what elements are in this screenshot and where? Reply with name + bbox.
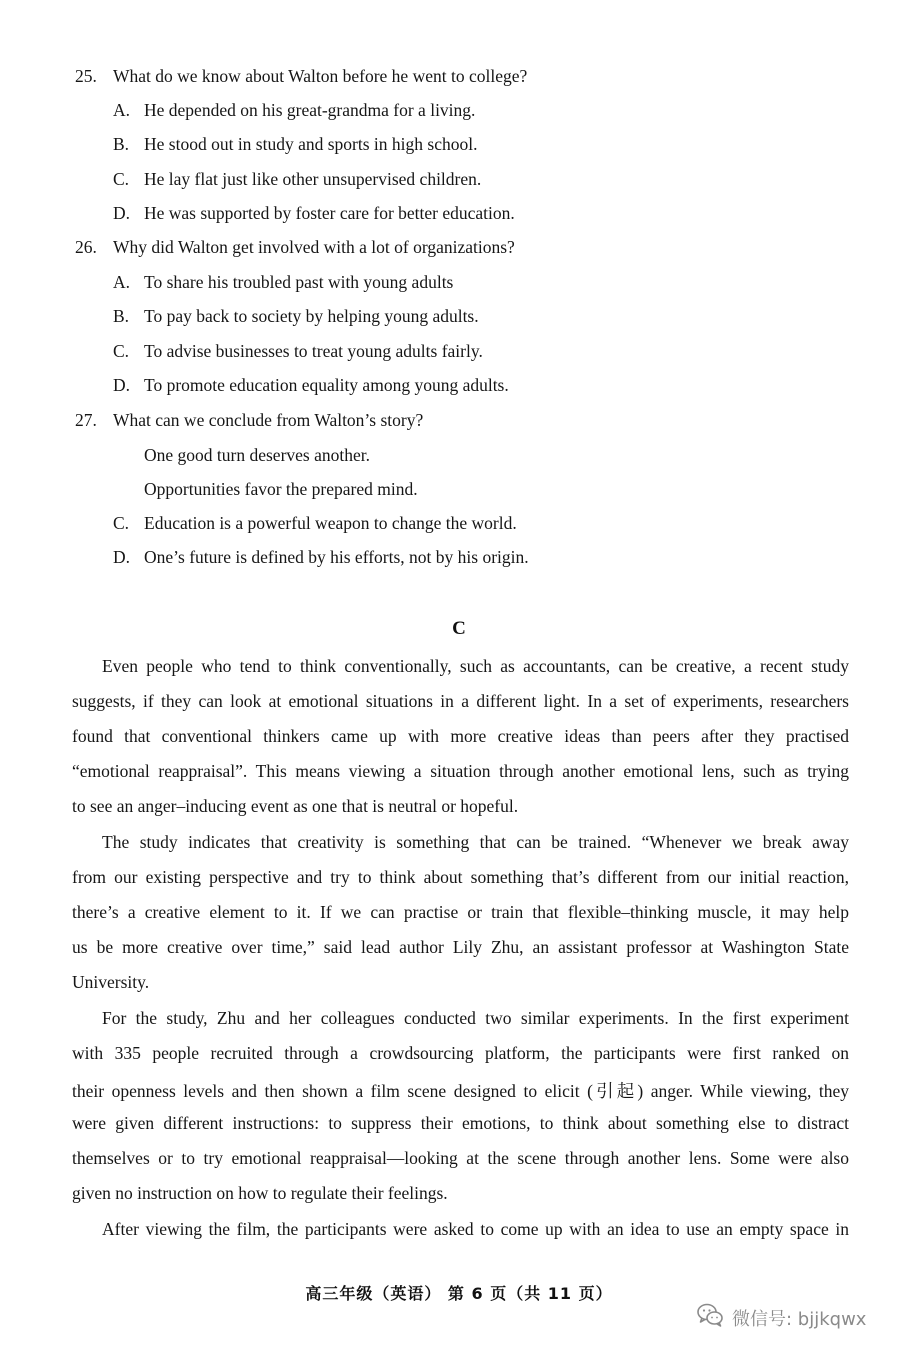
option-c xyxy=(113,169,481,190)
option-text: He stood out in study and sports in high school. xyxy=(144,134,478,154)
option-c xyxy=(113,341,483,362)
option-d xyxy=(113,375,509,396)
paragraph-line: to see an anger–inducing event as one that is neutral or hopeful. xyxy=(72,796,519,816)
option-label: C. xyxy=(113,341,130,361)
paragraph-line: The study indicates that creativity is something that can be trained. “Whenever we break away xyxy=(102,832,849,852)
question-number: 27. xyxy=(75,410,97,430)
option-text: He depended on his great-grandma for a living. xyxy=(144,100,476,120)
option-text: To advise businesses to treat young adults fairly. xyxy=(144,341,483,361)
option-b xyxy=(113,306,479,327)
paragraph-line: After viewing the film, the participants were asked to come up with an idea to use an empty space in xyxy=(102,1219,849,1239)
question-stem xyxy=(75,66,527,87)
option-text: Opportunities favor the prepared mind. xyxy=(144,479,418,499)
paragraph-line: with 335 people recruited through a crowdsourcing platform, the participants were first ranked on xyxy=(72,1043,849,1063)
option-b xyxy=(113,134,477,155)
paragraph-line: there’s a creative element to it. If we can practise or train that flexible–thinking muscle, it may help xyxy=(72,902,849,922)
option-label: C. xyxy=(113,169,130,189)
paragraph-line: University. xyxy=(72,972,150,992)
paragraph-line: “emotional reappraisal”. This means viewing a situation through another emotional lens, such as trying xyxy=(72,761,849,781)
option-a xyxy=(113,100,475,121)
option-text: To pay back to society by helping young adults. xyxy=(144,306,479,326)
option-label: A. xyxy=(113,100,131,120)
wechat-watermark xyxy=(696,1301,866,1334)
option-d xyxy=(113,547,529,568)
section-heading: C xyxy=(452,618,466,639)
option-a xyxy=(113,272,453,293)
option-b xyxy=(113,479,418,500)
paragraph-line: For the study, Zhu and her colleagues conducted two similar experiments. In the first experiment xyxy=(102,1008,849,1028)
option-text: He lay flat just like other unsupervised children. xyxy=(144,169,482,189)
paragraph-line: from our existing perspective and try to think about something that’s different from our initial reaction, xyxy=(72,867,849,887)
paragraph-line: their openness levels and then shown a film scene designed to elicit (引起) anger. While viewing, they xyxy=(72,1081,849,1101)
paragraph-line: suggests, if they can look at emotional situations in a different light. In a set of experiments, researchers xyxy=(72,691,849,711)
option-label: D. xyxy=(113,203,131,223)
question-text: What do we know about Walton before he went to college? xyxy=(113,66,528,86)
option-label: C. xyxy=(113,513,130,533)
paragraph-line: us be more creative over time,” said lead author Lily Zhu, an assistant professor at Washington State xyxy=(72,937,849,957)
option-text: He was supported by foster care for better education. xyxy=(144,203,515,223)
wechat-icon xyxy=(696,1301,724,1334)
question-stem xyxy=(75,410,423,431)
option-text: One good turn deserves another. xyxy=(144,445,370,465)
option-c xyxy=(113,513,517,534)
option-label: A. xyxy=(113,272,131,292)
watermark-text: 微信号: bjjkqwx xyxy=(732,1308,867,1330)
option-text: To share his troubled past with young adults xyxy=(144,272,454,292)
option-label: B. xyxy=(113,134,130,154)
question-number: 26. xyxy=(75,237,97,257)
option-a xyxy=(113,445,370,466)
paragraph-line: themselves or to try emotional reappraisal—looking at the scene through another lens. Some were also xyxy=(72,1148,849,1168)
option-label: D. xyxy=(113,375,131,395)
question-text: Why did Walton get involved with a lot of organizations? xyxy=(113,237,515,257)
question-stem xyxy=(75,237,515,258)
paragraph-line: given no instruction on how to regulate their feelings. xyxy=(72,1183,448,1203)
option-text: To promote education equality among young adults. xyxy=(144,375,509,395)
option-d xyxy=(113,203,515,224)
option-text: One’s future is defined by his efforts, not by his origin. xyxy=(144,547,529,567)
question-number: 25. xyxy=(75,66,97,86)
option-label: B. xyxy=(113,306,130,326)
paragraph-line: were given different instructions: to suppress their emotions, to think about something else to distract xyxy=(72,1113,849,1133)
question-text: What can we conclude from Walton’s story? xyxy=(113,410,424,430)
option-label: D. xyxy=(113,547,131,567)
paragraph-line: Even people who tend to think conventionally, such as accountants, can be creative, a recent study xyxy=(102,656,849,676)
page-footer: 高三年级（英语） 第 6 页（共 11 页） xyxy=(305,1284,613,1303)
paragraph-line: found that conventional thinkers came up with more creative ideas than peers after they practised xyxy=(72,726,849,746)
option-text: Education is a powerful weapon to change the world. xyxy=(144,513,517,533)
